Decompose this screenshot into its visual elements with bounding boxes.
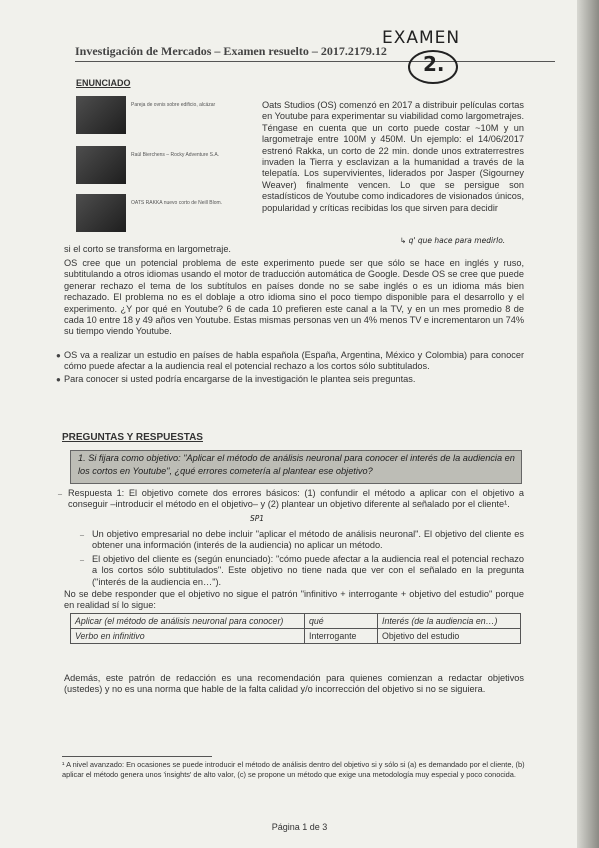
paragraph-problem: OS cree que un potencial problema de este experimento puede ser que sólo se hace en inglés y ruso, subtitulando a otros idiomas usando el motor de traducción automática de Google. Desde OS se cree que puede generar rechazo el tema de los subtítulos en países donde no se sabe inglés o es un idioma más bien rechazado. El problema no es el doblaje a otro idioma sino el poco tiempo disponible para el desarrollo y el experimento. ¿Y por qué en Youtube? 6 de cada 10 prefieren este canal a la TV, y en un mes promedio 8 de cada 10 entre 18 y 49 años ven Youtube. Estas mismas personas ven un 4% menos TV e incrementaron un 74% su tiempo viendo Youtube. [64,258,524,337]
section-preguntas: PREGUNTAS Y RESPUESTAS [62,432,203,443]
handwritten-title: EXAMEN [382,28,461,48]
table-row [71,614,521,629]
bullet-icon: ● [56,351,61,360]
paragraph-intro: Oats Studios (OS) comenzó en 2017 a distribuir películas cortas en Youtube para experimentar su viabilidad como largometrajes. Téngase en cuenta que un corto puede costar ~10M y un largometraje entre 100M y 450M. Un ejemplo: el 14/06/2017 estrenó Rakka, un corto de 22 min. donde unos extraterrestres invaden la Tierra y esclavizan a la humanidad a través de la telepatía. Los supervivientes, liderados por Jasper (Sigourney Weaver) finalmente vencen. Lo que se persigue son estadísticos de Youtube como indicadores de visionados únicos, popularidad y críticas recibidas los que sirven para decidir [262,100,525,213]
thumbnail-caption-2: Raúl Bierchens – Rocky Adventure S.A. [131,152,220,158]
scan-edge [577,0,599,848]
paragraph-intro-end: si el corto se transforma en largometraje. [64,244,231,254]
page-number: Página 1 de 3 [271,822,328,832]
bullet-questions: Para conocer si usted podría encargarse de la investigación le plantea seis preguntas. [64,374,416,384]
bullet-study: OS va a realizar un estudio en países de habla española (España, Argentina, México y Colombia) para conocer cómo puede afectar a la audiencia real el potencial rechazo a los cortos sólo subtitulados. [64,350,524,372]
pattern-table [70,613,521,644]
answer-closing: Además, este patrón de redacción es una recomendación para quienes comienzan a redactar objetivos (ustedes) y no es una norma que hable de la falta calidad y/o incorrección del objetivo si no se siguiera. [64,673,524,695]
thumbnail-caption-1: Pareja de ovnis sobre edificio, alcázar [131,102,216,108]
handwritten-mark: SP1 [250,514,265,523]
thumbnail-image-1 [76,96,126,134]
table-cell: Aplicar (el método de análisis neuronal para conocer) [71,614,305,629]
answer-detail-2: El objetivo del cliente es (según enunciado): "cómo puede afectar a la audiencia real el potencial rechazo a los cortos sólo subtitulados". Este objetivo no tiene nada que ver con el señalado en la pregunta ("interés de la audiencia en…"). [92,554,524,587]
question-1: 1. Si fijara como objetivo: "Aplicar el método de análisis neuronal para conocer el interés de la audiencia en los cortos en Youtube", ¿qué errores cometería al plantear ese objetivo? [78,453,515,476]
thumbnail-caption-3: OATS RAKKA nuevo corto de Neill Blom. [131,200,223,206]
answer-pattern: No se debe responder que el objetivo no sigue el patrón "infinitivo + interrogante + objetivo del estudio" porque en realidad sí lo sigue: [64,589,524,611]
table-cell: Interés (de la audiencia en…) [378,614,521,629]
footnote: ¹ A nivel avanzado: En ocasiones se puede introducir el método de análisis dentro del objetivo si y sólo si (a) es demandado por el cliente, (b) aplicar el método genera unos 'insights' de alto valor, (c) se propone un método que exige una metodología muy especial y poco conocida. [62,760,525,779]
dash-icon: – [58,489,62,498]
thumbnail-image-2 [76,146,126,184]
table-cell: Verbo en infinitivo [71,629,305,644]
table-cell: Objetivo del estudio [378,629,521,644]
dash-icon: – [80,555,84,564]
section-enunciado: ENUNCIADO [76,78,131,88]
bullet-icon: ● [56,375,61,384]
answer-detail-1: Un objetivo empresarial no debe incluir "aplicar el método de análisis neuronal". El objetivo del cliente es obtener una información (interés de la audiencia) no aplicar un método. [92,529,524,551]
thumbnail-image-3 [76,194,126,232]
handwritten-note: ↳ q' que hace para medirlo. [400,236,506,245]
dash-icon: – [80,530,84,539]
page-header: Investigación de Mercados – Examen resuelto – 2017.2179.12 [75,44,555,62]
footnote-divider [62,756,212,757]
table-row [71,629,521,644]
table-cell: qué [305,614,378,629]
handwritten-number: 2. [423,52,445,76]
answer-intro: Respuesta 1: El objetivo comete dos errores básicos: (1) confundir el método a aplicar con el objetivo a conseguir –introducir el método en el objetivo– y (2) plantear un objetivo diferente al señalado por el cliente¹. [68,488,524,510]
table-cell: Interrogante [305,629,378,644]
